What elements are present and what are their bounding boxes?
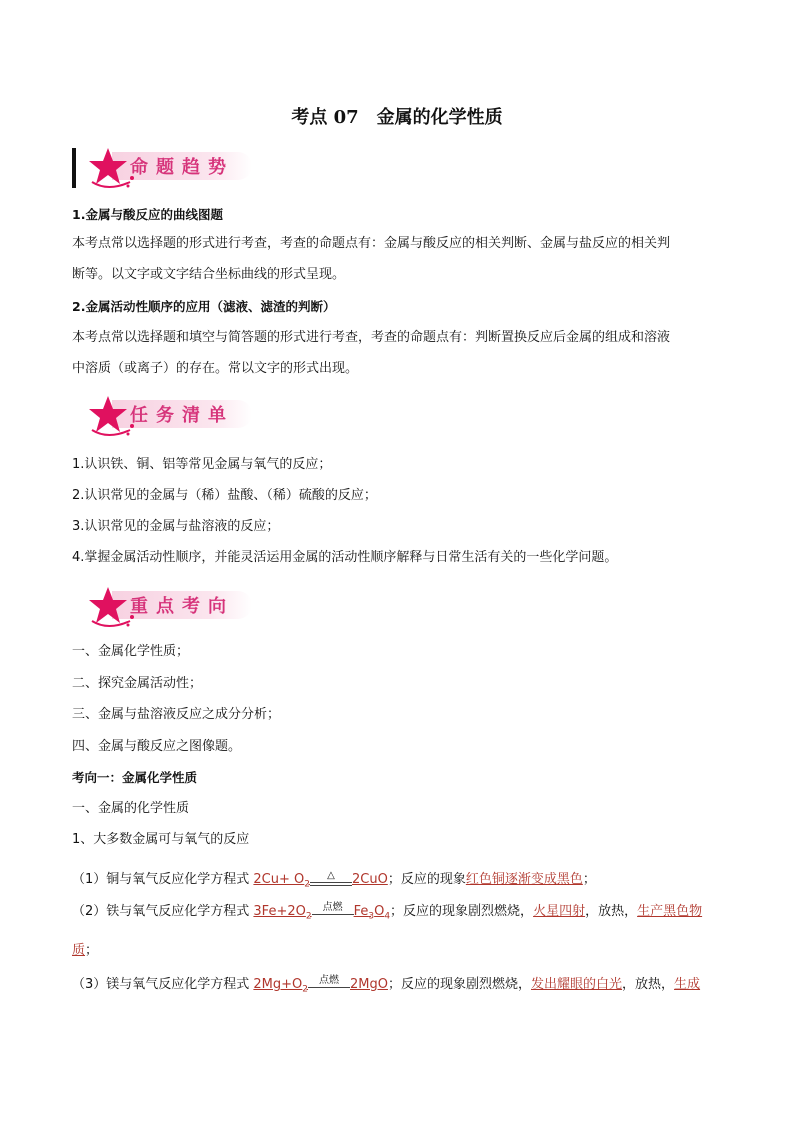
ignite-label: 点燃 [322, 901, 343, 913]
subscript: 2 [305, 911, 312, 922]
reactants: 3Fe+2O [253, 904, 306, 919]
equation-prefix: （3）镁与氧气反应化学方程式 [72, 977, 254, 992]
star-icon [78, 583, 138, 629]
ignite-label: 点燃 [319, 974, 340, 986]
task-item: 2.认识常见的金属与（稀）盐酸、（稀）硫酸的反应； [72, 488, 377, 503]
page-title: 考点 07 金属的化学性质 [291, 107, 503, 128]
phenomenon-label: ；反应的现象剧烈燃烧， [388, 977, 532, 992]
product: Fe [353, 904, 369, 919]
sub-heading: 1、大多数金属可与氧气的反应 [72, 832, 250, 847]
equation-prefix: （1）铜与氧气反应化学方程式 [72, 872, 254, 887]
task-item: 3.认识常见的金属与盐溶液的反应； [72, 519, 280, 534]
phenomenon-answer: 火星四射 [533, 904, 586, 919]
reaction-condition [308, 974, 350, 992]
equation-line-copper [72, 871, 596, 894]
phenomenon-text: ，放热， [585, 904, 638, 919]
trend-heading-1: 1.金属与酸反应的曲线图题 [72, 207, 223, 222]
equation-rhs: 2CuO [352, 872, 388, 887]
phenomenon-text: ，放热， [622, 977, 675, 992]
task-item: 4.掌握金属活动性顺序，并能灵活运用金属的活动性顺序解释与日常生活有关的一些化学问题。 [72, 550, 618, 565]
equation-prefix: （2）铁与氧气反应化学方程式 [72, 904, 254, 919]
reactants: 2Cu+ O [253, 872, 305, 887]
trend-text: 本考点常以选择题的形式进行考查，考查的命题点有：金属与酸反应的相关判断、金属与盐反应的相关判 [72, 236, 671, 251]
punct: ； [85, 943, 99, 958]
phenomenon-answer: 红色铜逐渐变成黑色 [465, 872, 583, 887]
banner-label: 命题趋势 [130, 157, 234, 178]
trend-text: 本考点常以选择题和填空与简答题的形式进行考查，考查的命题点有：判断置换反应后金属的组成和溶液 [72, 330, 671, 345]
banner-trend [72, 144, 262, 190]
equation-line-magnesium [72, 976, 700, 999]
product: O [374, 904, 385, 919]
subscript: 2 [304, 879, 310, 890]
banner-label: 重点考向 [130, 596, 234, 617]
equation-line-iron-cont [72, 942, 98, 960]
section-heading: 考向一：金属化学性质 [72, 770, 198, 785]
subscript: 4 [384, 911, 391, 922]
banner-tasks [72, 392, 262, 438]
phenomenon-label: ；反应的现象 [387, 872, 466, 887]
banner-label: 任务清单 [130, 405, 234, 426]
punct: ； [582, 872, 596, 887]
equation-line-iron [72, 903, 702, 926]
star-icon [78, 144, 138, 190]
banner-focus [72, 583, 262, 629]
reaction-condition [312, 901, 354, 919]
task-item: 1.认识铁、铜、铝等常见金属与氧气的反应； [72, 457, 332, 472]
focus-item: 二、探究金属活动性； [72, 676, 203, 691]
focus-item: 三、金属与盐溶液反应之成分分析； [72, 707, 281, 722]
equation-lhs [253, 904, 312, 922]
trend-heading-2: 2.金属活动性顺序的应用（滤液、滤渣的判断） [72, 299, 336, 314]
focus-item: 一、金属化学性质； [72, 644, 190, 659]
star-icon [78, 392, 138, 438]
reactants: 2Mg+O [253, 977, 303, 992]
equation-rhs: 2MgO [350, 977, 388, 992]
subscript: 3 [368, 911, 375, 922]
heat-symbol: △ [327, 869, 335, 881]
subscript: 2 [302, 984, 309, 995]
phenomenon-answer: 发出耀眼的白光 [531, 977, 623, 992]
focus-item: 四、金属与酸反应之图像题。 [72, 739, 242, 754]
trend-text: 断等。以文字或文字结合坐标曲线的形式呈现。 [72, 267, 346, 282]
equation-lhs [253, 977, 309, 995]
phenomenon-answer: 生产黑色物 [637, 904, 703, 919]
phenomenon-answer: 生成 [674, 977, 701, 992]
trend-text: 中溶质（或离子）的存在。常以文字的形式出现。 [72, 361, 359, 376]
equation-lhs [253, 872, 310, 890]
phenomenon-label: ；反应的现象剧烈燃烧， [390, 904, 534, 919]
equation-rhs [353, 904, 391, 922]
reaction-condition [310, 869, 352, 887]
phenomenon-answer: 质 [72, 943, 86, 958]
sub-heading: 一、金属的化学性质 [72, 801, 190, 816]
banner-bar [72, 148, 76, 188]
